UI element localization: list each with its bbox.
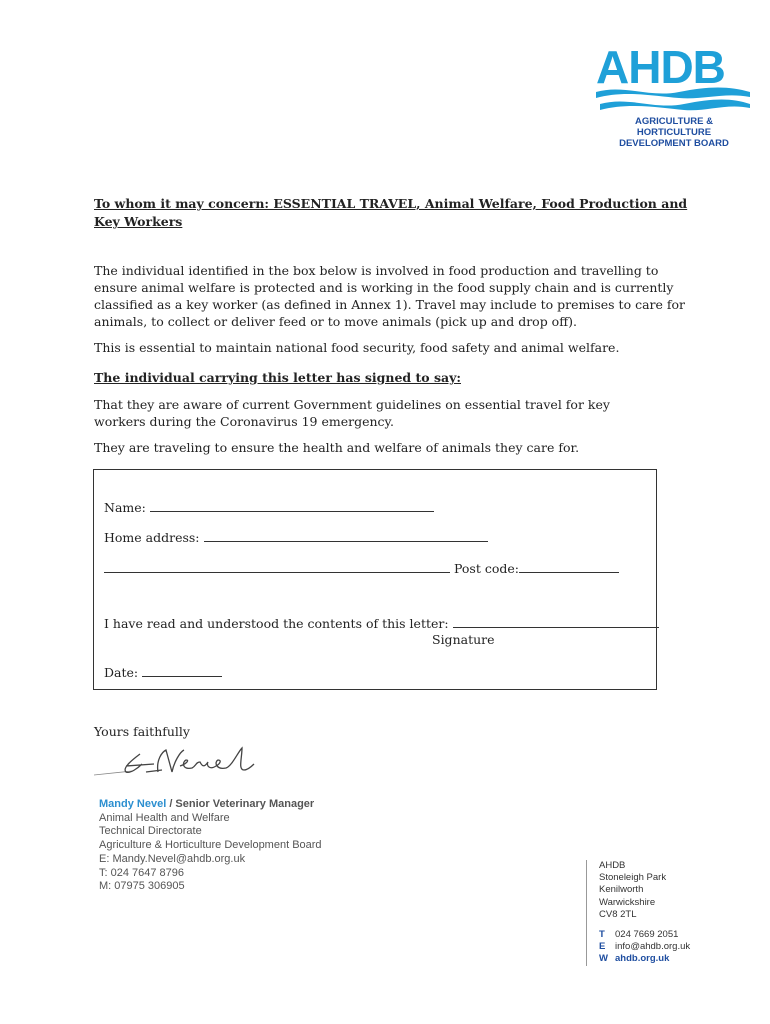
sender-phone: T: 024 7647 8796 — [99, 866, 185, 879]
name-row — [104, 500, 434, 516]
sender-mobile: M: 07975 306905 — [99, 880, 185, 893]
address-org: AHDB — [599, 860, 626, 871]
signature-field[interactable] — [453, 616, 659, 628]
date-row — [104, 665, 222, 681]
post-code-field[interactable] — [519, 561, 619, 573]
website-link[interactable]: ahdb.org.uk — [615, 953, 670, 965]
logo-wordmark: AHDB — [596, 41, 725, 93]
name-label: Name: — [104, 500, 146, 515]
address-website: W ahdb.org.uk — [599, 953, 670, 965]
home-address-row — [104, 530, 488, 546]
paragraph-health: They are traveling to ensure the health and welfare of animals they care for. — [94, 440, 580, 455]
date-field[interactable] — [142, 665, 222, 677]
address-postcode: CV8 2TL — [599, 908, 637, 920]
home-address-label: Home address: — [104, 530, 200, 545]
sender-department: Animal Health and Welfare — [99, 811, 230, 824]
letter-heading: To whom it may concern: ESSENTIAL TRAVEL, Animal Welfare, Food Production and Key Workers — [94, 196, 688, 229]
sender-name: Mandy Nevel — [99, 798, 167, 810]
logo-subtitle-line2: DEVELOPMENT BOARD — [619, 138, 729, 149]
address-town: Kenilworth — [599, 884, 644, 896]
details-box — [93, 469, 657, 690]
logo-subtitle-line1: AGRICULTURE & HORTICULTURE — [635, 116, 713, 138]
signoff: Yours faithfully — [94, 724, 190, 739]
declaration-text: I have read and understood the contents of this letter: — [104, 616, 449, 631]
sender-name-row — [99, 798, 322, 812]
declaration-row — [104, 616, 659, 632]
home-address-line2-field[interactable] — [104, 561, 450, 573]
sender-title: / Senior Veterinary Manager — [169, 798, 315, 810]
sender-block — [99, 798, 322, 894]
date-label: Date: — [104, 665, 139, 680]
address-telephone: T 024 7669 2051 — [599, 929, 679, 941]
paragraph-guidelines: That they are aware of current Government guidelines on essential travel for key workers during the Coronavirus 19 emergency. — [94, 397, 610, 429]
post-code-label: Post code: — [453, 561, 519, 576]
name-field[interactable] — [150, 500, 434, 512]
handwritten-signature — [92, 742, 282, 778]
sender-email: E: Mandy.Nevel@ahdb.org.uk — [99, 852, 246, 865]
declaration-subheading: The individual carrying this letter has signed to say: — [94, 370, 461, 385]
logo-waves-icon — [594, 84, 752, 114]
logo-subtitle — [598, 116, 750, 149]
address-street: Stoneleigh Park — [599, 872, 667, 884]
ahdb-address-block — [586, 860, 690, 966]
address-postcode-row — [104, 561, 619, 577]
paragraph-intro: The individual identified in the box below is involved in food production and travelling to ensure animal welfare is protected and is working in the food supply chain and is currently classified as a key worker (as defined in Annex 1). Travel may include to premises to care for animals, to collect or deliver feed or to move animals (pick up and drop off). — [94, 263, 686, 329]
address-email: E info@ahdb.org.uk — [599, 941, 691, 953]
paragraph-essential: This is essential to maintain national food security, food safety and animal welfare. — [94, 340, 620, 355]
address-county: Warwickshire — [599, 896, 656, 908]
home-address-field[interactable] — [204, 530, 488, 542]
signature-caption: Signature — [432, 632, 495, 647]
sender-organisation: Agriculture & Horticulture Development Board — [99, 839, 322, 852]
sender-directorate: Technical Directorate — [99, 825, 202, 838]
